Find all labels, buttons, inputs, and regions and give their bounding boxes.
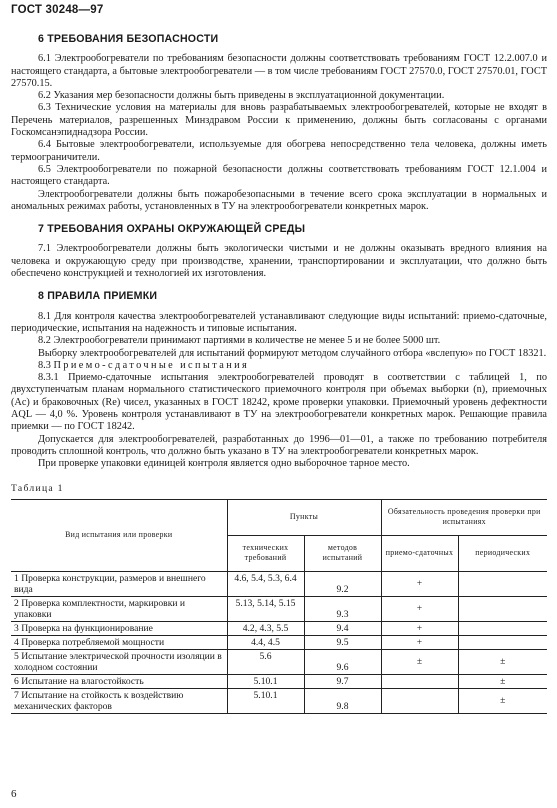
page-content <box>11 33 547 714</box>
periodic-mark-cell <box>458 596 547 621</box>
paragraph-7-1: 7.1 Электрообогреватели должны быть экологически чистыми и не должны оказывать вредного влияния на человека и окружающую среду при производстве, хранении, транспортировании и эксплуатации, что должно быть обеспечено конструкцией и технологией их изготовления. <box>11 243 547 280</box>
header-test-type: Вид испытания или проверки <box>11 499 227 571</box>
test-name-cell: 4 Проверка потребляемой мощности <box>11 635 227 649</box>
periodic-mark-cell <box>458 621 547 635</box>
tech-requirements-cell: 5.6 <box>227 649 304 674</box>
section-7-title: 7 ТРЕБОВАНИЯ ОХРАНЫ ОКРУЖАЮЩЕЙ СРЕДЫ <box>38 223 306 236</box>
test-method-cell: 9.6 <box>304 649 381 674</box>
table-row <box>11 621 547 635</box>
test-name-cell: 3 Проверка на функционирование <box>11 621 227 635</box>
paragraph-8-3-1-cont: Допускается для электрообогревателей, разработанных до 1996—01—01, а также по требованию потребителя проводить сплошной контроль, что должно быть указано в ТУ на электрообогреватели конкретных марок. <box>11 433 547 457</box>
periodic-mark-cell: ± <box>458 674 547 688</box>
paragraph-8-2: 8.2 Электрообогреватели принимают партиями в количестве не менее 5 и не более 5000 шт. <box>38 335 441 347</box>
test-name-cell: 1 Проверка конструкции, размеров и внешнего вида <box>11 571 227 596</box>
test-method-cell: 9.5 <box>304 635 381 649</box>
paragraph-6-5-cont: Электрообогреватели должны быть пожаробезопасными в течение всего срока эксплуатации в нормальных и аномальных режимах работы, установленных в ТУ на электрообогреватели конкретных марок. <box>11 188 547 212</box>
paragraph-6-3: 6.3 Технические условия на материалы для вновь разрабатываемых электрообогревателей, которые не входят в Перечень материалов, разрешенных Минздравом России к применению, должны быть согласованы с органами Госкомсанэпиднадзора России. <box>11 102 547 139</box>
test-method-cell: 9.8 <box>304 688 381 713</box>
page-number: 6 <box>11 788 17 800</box>
tech-requirements-cell: 4.4, 4.5 <box>227 635 304 649</box>
test-method-cell: 9.4 <box>304 621 381 635</box>
tech-requirements-cell: 5.13, 5.14, 5.15 <box>227 596 304 621</box>
section-6-title: 6 ТРЕБОВАНИЯ БЕЗОПАСНОСТИ <box>38 33 219 45</box>
table-caption: Таблица 1 <box>11 482 64 494</box>
test-method-cell: 9.7 <box>304 674 381 688</box>
test-method-cell: 9.2 <box>304 571 381 596</box>
test-name-cell: 5 Испытание электрической прочности изоляции в холодном состоянии <box>11 649 227 674</box>
paragraph-8-2-cont: Выборку электрообогревателей для испытаний формируют методом случайного отбора «вслепую» по ГОСТ 18321. <box>38 347 547 359</box>
acceptance-mark-cell: ± <box>381 649 458 674</box>
document-header: ГОСТ 30248—97 <box>11 4 104 16</box>
periodic-mark-cell: ± <box>458 688 547 713</box>
paragraph-6-5: 6.5 Электрообогреватели по пожарной безопасности должны соответствовать требованиям ГОСТ 12.1.004 и настоящего стандарта. <box>11 163 547 188</box>
periodic-mark-cell <box>458 571 547 596</box>
paragraph-8-3-1-packaging: При проверке упаковки единицей контроля является одно выборочное тарное место. <box>38 458 410 470</box>
tech-requirements-cell: 5.10.1 <box>227 674 304 688</box>
paragraph-8-3 <box>11 360 547 372</box>
tech-requirements-cell: 4.2, 4.3, 5.5 <box>227 621 304 635</box>
periodic-mark-cell <box>458 635 547 649</box>
paragraph-6-4: 6.4 Бытовые электрообогреватели, используемые для обогрева непосредственно тела человека, должны иметь термоограничители. <box>11 139 547 163</box>
paragraph-8-3-number: 8.3 <box>38 359 51 371</box>
acceptance-mark-cell: + <box>381 571 458 596</box>
header-periodic: периодических <box>458 535 547 571</box>
paragraph-8-3-title: Приемо-сдаточные испытания <box>53 359 250 371</box>
table-row <box>11 688 547 713</box>
acceptance-mark-cell <box>381 688 458 713</box>
acceptance-mark-cell: + <box>381 621 458 635</box>
table-row <box>11 649 547 674</box>
table-row <box>11 596 547 621</box>
header-mandatory: Обязательность проведения проверки при испытаниях <box>381 499 547 535</box>
acceptance-mark-cell: + <box>381 596 458 621</box>
paragraph-6-1: 6.1 Электрообогреватели по требованиям безопасности должны соответствовать требованиям ГОСТ 12.2.007.0 и настоящего стандарта, а бытовые электрообогреватели — в том числе требованиям ГОСТ 27570.0, ГОСТ 27570.01, ГОСТ 27570.15. <box>11 53 547 89</box>
section-8-title: 8 ПРАВИЛА ПРИЕМКИ <box>38 290 158 303</box>
test-name-cell: 6 Испытание на влагостойкость <box>11 674 227 688</box>
table-row <box>11 674 547 688</box>
header-test-methods: методов испытаний <box>304 535 381 571</box>
paragraph-8-3-1: 8.3.1 Приемо-сдаточные испытания электрообогревателей проводят в соответствии с таблицей 1, по двухступенчатым планам нормального статистического приемочного контроля при объемах выборки (n), приемочных (Ac) и браковочных (Re) чисел, указанных в ГОСТ 18242, кроме проверки упаковки. Приемочный уровень дефектности AQL — 4,0 %. Уровень контроля устанавливают в ТУ на электрообогреватели конкретных марок. Решающие правила приемки — по ГОСТ 18242. <box>11 372 547 433</box>
acceptance-mark-cell <box>381 674 458 688</box>
tests-table <box>11 499 547 714</box>
tech-requirements-cell: 4.6, 5.4, 5.3, 6.4 <box>227 571 304 596</box>
header-points: Пункты <box>227 499 381 535</box>
test-method-cell: 9.3 <box>304 596 381 621</box>
table-row <box>11 635 547 649</box>
test-name-cell: 7 Испытание на стойкость к воздействию механических факторов <box>11 688 227 713</box>
paragraph-6-2: 6.2 Указания мер безопасности должны быть приведены в эксплуатационной документации. <box>38 90 445 102</box>
test-name-cell: 2 Проверка комплектности, маркировки и упаковки <box>11 596 227 621</box>
paragraph-8-1: 8.1 Для контроля качества электрообогревателей устанавливают следующие виды испытаний: приемо-сдаточные, периодические, испытания на надежность и типовые испытания. <box>11 310 547 334</box>
header-acceptance: приемо-сдаточных <box>381 535 458 571</box>
header-tech-requirements: технических требований <box>227 535 304 571</box>
tech-requirements-cell: 5.10.1 <box>227 688 304 713</box>
periodic-mark-cell: ± <box>458 649 547 674</box>
acceptance-mark-cell: + <box>381 635 458 649</box>
table-row <box>11 571 547 596</box>
